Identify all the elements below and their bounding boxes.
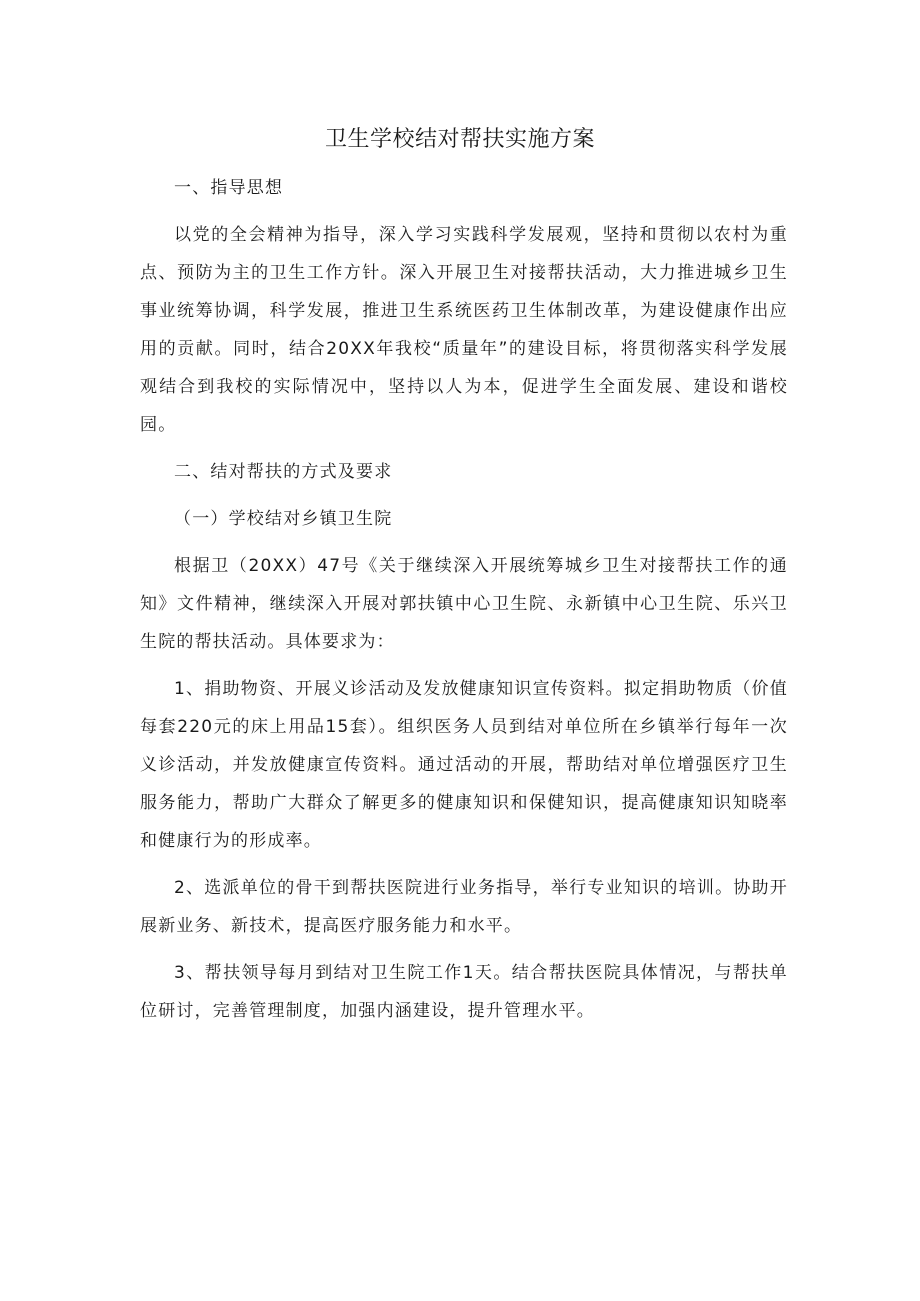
document-body [140,169,788,1039]
section-heading-guiding-thought: 一、指导思想 [174,178,284,198]
list-item-1: 1、捐助物资、开展义诊活动及发放健康知识宣传资料。拟定捐助物质（价值每套220元的床上用品15套）。组织医务人员到结对单位所在乡镇举行每年一次义诊活动，并发放健康宣传资料。通过活动的开展，帮助结对单位增强医疗卫生服务能力，帮助广大群众了解更多的健康知识和保健知识，提高健康知识知晓率和健康行为的形成率。 [140,679,788,851]
document-title: 卫生学校结对帮扶实施方案 [324,127,595,152]
paragraph-guiding-thought: 以党的全会精神为指导，深入学习实践科学发展观，坚持和贯彻以农村为重点、预防为主的卫生工作方针。深入开展卫生对接帮扶活动，大力推进城乡卫生事业统筹协调，科学发展，推进卫生系统医药卫生体制改革，为建设健康作出应用的贡献。同时，结合20XX年我校“质量年”的建设目标，将贯彻落实科学发展观结合到我校的实际情况中，坚持以人为本，促进学生全面发展、建设和谐校园。 [140,225,788,435]
section-heading-methods: 二、结对帮扶的方式及要求 [174,462,393,482]
subsection-heading-school-pairing: （一）学校结对乡镇卫生院 [174,509,393,529]
list-item-2: 2、选派单位的骨干到帮扶医院进行业务指导，举行专业知识的培训。协助开展新业务、新技术，提高医疗服务能力和水平。 [140,878,788,936]
paragraph-basis: 根据卫（20XX）47号《关于继续深入开展统筹城乡卫生对接帮扶工作的通知》文件精神，继续深入开展对郭扶镇中心卫生院、永新镇中心卫生院、乐兴卫生院的帮扶活动。具体要求为： [140,556,788,652]
list-item-3: 3、帮扶领导每月到结对卫生院工作1天。结合帮扶医院具体情况，与帮扶单位研讨，完善管理制度，加强内涵建设，提升管理水平。 [140,963,788,1021]
